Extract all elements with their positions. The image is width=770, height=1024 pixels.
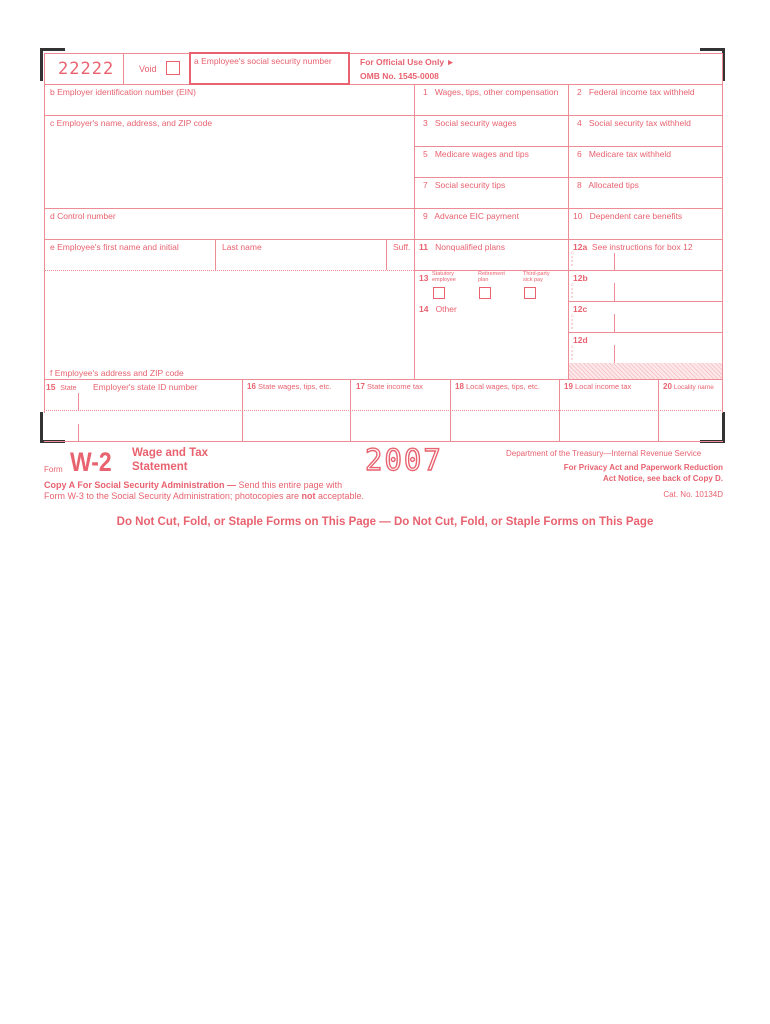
rule	[78, 424, 79, 441]
box-18-label: 18 Local wages, tips, etc.	[455, 382, 540, 391]
box-13-statutory-label: Statutory employee	[432, 271, 456, 283]
box-15-label: 15 State	[46, 382, 77, 392]
rule	[450, 379, 451, 441]
corner-mark-bottom-left	[40, 412, 65, 443]
official-use: For Official Use Only ►	[360, 57, 455, 67]
privacy-line2: Act Notice, see back of Copy D.	[602, 474, 723, 483]
box-f-label: f Employee's address and ZIP code	[50, 368, 184, 378]
box-7-label: 7 Social security tips	[423, 180, 506, 190]
rule	[242, 379, 243, 441]
box-b-label: b Employer identification number (EIN)	[50, 87, 196, 97]
rule	[78, 393, 79, 410]
employer-state-id-label: Employer's state ID number	[93, 382, 198, 392]
box-17-label: 17 State income tax	[356, 382, 423, 391]
box-a-label: a Employee's social security number	[194, 56, 332, 66]
box-14-label: 14 Other	[419, 304, 457, 314]
void-checkbox[interactable]	[166, 61, 180, 75]
rule	[568, 84, 569, 379]
form-title-line2: Statement	[132, 461, 188, 473]
omb-number: OMB No. 1545-0008	[360, 71, 439, 81]
statutory-employee-checkbox[interactable]	[433, 287, 445, 299]
box-2-label: 2 Federal income tax withheld	[577, 87, 695, 97]
form-word: Form	[44, 465, 63, 474]
rule	[559, 379, 560, 441]
rule	[44, 379, 723, 380]
shaded-cell	[569, 363, 722, 379]
rule	[123, 53, 124, 84]
rule	[215, 239, 216, 270]
rule	[44, 410, 723, 411]
tax-year: 2007	[365, 443, 443, 477]
control-code: 22222	[58, 59, 115, 79]
box-e-first-label: e Employee's first name and initial	[50, 242, 179, 252]
box-12c-code-letters: C o d e	[571, 313, 574, 330]
rule	[44, 115, 723, 116]
third-party-sick-pay-checkbox[interactable]	[524, 287, 536, 299]
box-13-thirdparty-label: Third-party sick pay	[523, 271, 550, 283]
rule	[44, 239, 723, 240]
rule	[722, 53, 723, 413]
box-9-label: 9 Advance EIC payment	[423, 211, 519, 221]
box-12b-label: 12b	[573, 273, 588, 283]
box-12c-label: 12c	[573, 304, 588, 314]
rule	[44, 441, 723, 442]
box-8-label: 8 Allocated tips	[577, 180, 639, 190]
rule	[614, 314, 615, 332]
rule	[44, 84, 723, 85]
rule	[44, 53, 723, 54]
retirement-plan-checkbox[interactable]	[479, 287, 491, 299]
rule	[44, 53, 45, 413]
rule	[614, 283, 615, 301]
rule	[614, 345, 615, 363]
box-e-last-label: Last name	[222, 242, 262, 252]
rule	[44, 270, 414, 271]
box-19-label: 19 Local income tax	[564, 382, 632, 391]
corner-mark-bottom-right	[700, 412, 725, 443]
box-11-label: 11 Nonqualified plans	[419, 242, 506, 252]
box-12a-code-letters: C o d e	[571, 250, 574, 267]
box-20-label: 20 Locality name	[663, 382, 714, 391]
form-title-line1: Wage and Tax	[132, 447, 209, 459]
rule	[44, 208, 723, 209]
box-e-suff-label: Suff.	[393, 242, 411, 252]
box-3-label: 3 Social security wages	[423, 118, 517, 128]
box-13-num: 13	[419, 273, 429, 283]
box-12a-label: 12a See instructions for box 12	[573, 242, 693, 252]
rule	[568, 301, 723, 302]
void-label: Void	[139, 64, 157, 74]
box-1-label: 1 Wages, tips, other compensation	[423, 87, 559, 97]
rule	[350, 379, 351, 441]
box-13-retirement-label: Retirement plan	[478, 271, 505, 283]
rule	[568, 332, 723, 333]
box-c-label: c Employer's name, address, and ZIP code	[50, 118, 213, 128]
box-12d-label: 12d	[573, 335, 588, 345]
form-id: W-2	[70, 447, 112, 477]
rule	[658, 379, 659, 441]
catalog-number: Cat. No. 10134D	[663, 490, 723, 499]
box-12d-code-letters: C o d e	[571, 344, 574, 361]
box-16-label: 16 State wages, tips, etc.	[247, 382, 332, 391]
copy-a-line1: Copy A For Social Security Administration — Send this entire page with	[44, 480, 343, 490]
box-4-label: 4 Social security tax withheld	[577, 118, 691, 128]
do-not-cut-warning: Do Not Cut, Fold, or Staple Forms on This Page — Do Not Cut, Fold, or Staple Forms on This Page	[116, 516, 654, 528]
box-6-label: 6 Medicare tax withheld	[577, 149, 672, 159]
box-d-label: d Control number	[50, 211, 116, 221]
copy-a-line2: Form W-3 to the Social Security Administration; photocopies are not acceptable.	[44, 491, 364, 501]
rule	[386, 239, 387, 270]
department-line: Department of the Treasury—Internal Revenue Service	[506, 449, 702, 458]
box-5-label: 5 Medicare wages and tips	[423, 149, 529, 159]
rule	[414, 84, 415, 379]
privacy-line1: For Privacy Act and Paperwork Reduction	[563, 463, 723, 472]
box-10-label: 10 Dependent care benefits	[573, 211, 683, 221]
rule	[614, 253, 615, 270]
box-12b-code-letters: C o d e	[571, 282, 574, 299]
